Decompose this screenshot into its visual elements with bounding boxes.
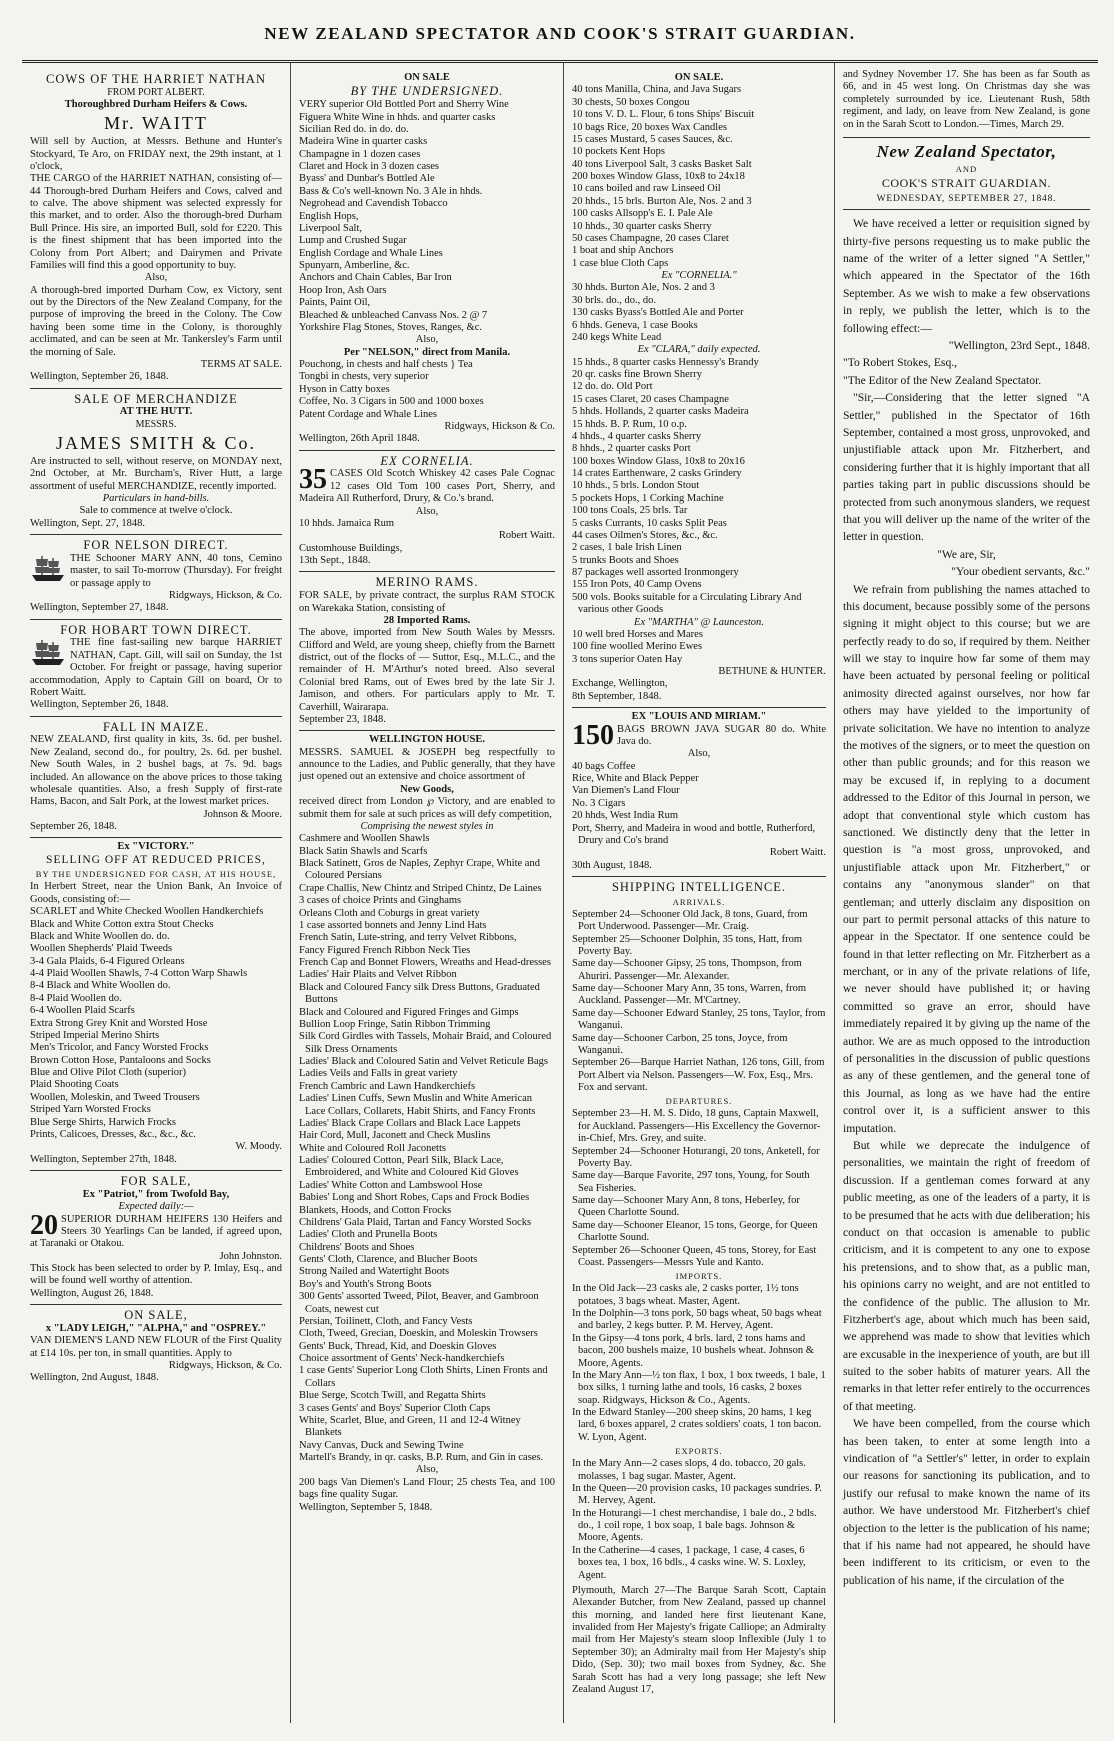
imports-heading: IMPORTS. xyxy=(675,1271,723,1282)
section-title: SHIPPING INTELLIGENCE. xyxy=(611,880,787,894)
ad-title: Ex "VICTORY." xyxy=(117,841,195,853)
list-item: September 26—Barque Harriet Nathan, 126 tons, Gill, from Port Albert via Nelson. Passengers—W. Fox, Esq., Mrs. Fox and servant. xyxy=(571,1057,825,1094)
letter-place: "Wellington, 23rd Sept., 1848. xyxy=(948,339,1090,353)
list-item: Byass' and Dunbar's Bottled Ale xyxy=(299,173,435,185)
ad-body: MESSRS. SAMUEL & JOSEPH beg respectfully to announce to the Ladies, and Public generally, that they have just opened out an extensive and choice assortment of xyxy=(299,746,555,783)
list-item: Crape Challis, New Chintz and Striped Chintz, De Laines xyxy=(299,882,542,894)
editorial-paragraph: We refrain from publishing the names attached to this document, because possibly some of the persons signing it might object to this course; but we are perfectly ready to do so, if required by them. Neither will we stay to inquire how far some of them may have been actuated by personal feeling or political animosity directed against ourselves, nor how far others may have yielded to the importunity of private solicitation. We have no intention to analyze the motives of the signers, or to meet the question on other than public grounds; and for this reason we may be excused if, in replying to a document addressed to the Editor of this Journal in person, we adopt that conventional style which custom has sanctioned. We distinctly deny that the letter in question is "a most gross, unprovoked, and unjustifiable attack upon Mr. Fitzherbert," or contains any "anonymous slander" on that gentleman; and utterly disclaim any disposition on our part to permit personal attacks of this nature to appear in the Spectator. If one sentence could be found in that letter reflecting on Mr. Fitzherbert as a merchant, or in any of the private relations of life, we never should have published it; or having committed so grave an error, should have immediately repaired it by giving up the name of the author. We are as much opposed to the introduction of personalities in the discussion of public questions as any of these gentlemen, and the general tone of this Journal, as long as we have had the entire control over it, is a sufficient answer to this imputation. xyxy=(842,582,1090,1135)
ad-date: Wellington, September 26, 1848. xyxy=(30,371,169,383)
dateline: WEDNESDAY, SEPTEMBER 27, 1848. xyxy=(876,194,1057,205)
letter-body: "Sir,—Considering that the letter signed "A Settler," published in the Spectator of 16th September, contained a most gross, unprovoked, and unjustifiable attack upon Mr. Fitzherbert, and considering further that it is highly important that all parties taking part in public discussions should be protected from such anonymous slanders, we request that you will deliver up the name of the writer of the letter in question. xyxy=(842,391,1090,544)
letter-editor: "The Editor of the New Zealand Spectator. xyxy=(842,373,1042,387)
list-item: English Cordage and Whale Lines xyxy=(299,247,443,259)
list-item: 14 crates Earthenware, 2 casks Grindery xyxy=(571,468,742,479)
list-item: In the Gipsy—4 tons pork, 4 brls. lard, 2 tons hams and bacon, 200 bushels maize, 10 bushels wheat. Johnson & Moore, Agents. xyxy=(571,1332,814,1369)
ad-by: BY THE UNDERSIGNED FOR CASH, AT HIS HOUSE, xyxy=(35,869,277,880)
list-item: Same day—Schooner Mary Ann, 8 tons, Heberley, for Queen Charlotte Sound. xyxy=(571,1195,800,1219)
ad-title: FOR HOBART TOWN DIRECT. xyxy=(60,622,252,637)
ad-count: 28 Imported Rams. xyxy=(383,614,471,626)
divider xyxy=(843,209,1090,210)
list-item: 3 cases Gents' and Boys' Superior Cloth Caps xyxy=(299,1402,491,1414)
list-item: 50 cases Champagne, 20 cases Claret xyxy=(571,232,729,244)
list-item: Port, Sherry, and Madeira in wood and bottle, Rutherford, Drury and Co's brand xyxy=(571,822,816,846)
ad-number: 20 xyxy=(30,1209,58,1241)
list-item: Hoop Iron, Ash Oars xyxy=(299,284,387,296)
list-item: In the Old Jack—23 casks ale, 2 casks porter, 1½ tons potatoes, 3 bags wheat. Master, Agent. xyxy=(571,1283,799,1307)
list-item: 10 well bred Horses and Mares xyxy=(571,628,703,640)
list-item: Figuera White Wine in hhds. and quarter casks xyxy=(299,111,496,123)
list-item: Gents' Buck, Thread, Kid, and Doeskin Gloves xyxy=(299,1340,497,1352)
ad-title: ON SALE. xyxy=(674,72,724,83)
list-item: Extra Strong Grey Knit and Worsted Hose xyxy=(30,1017,208,1029)
list-item: 10 bags Rice, 20 boxes Wax Candles xyxy=(571,121,727,133)
exports-heading: EXPORTS. xyxy=(675,1446,723,1457)
ad-title: ON SALE, xyxy=(124,1308,188,1323)
ad-signed: W. Moody. xyxy=(235,1141,282,1153)
ad-hobart xyxy=(30,620,282,717)
list-item: Tongbi in chests, very superior xyxy=(299,371,429,383)
ad-from: FROM PORT ALBERT. xyxy=(107,86,205,98)
ad-body: THE Schooner MARY ANN, 40 tons, Cemino master, to sail To-morrow (Thursday). For freight or passage apply to xyxy=(70,552,282,589)
editorial-paragraph: We have been compelled, from the course which has been taken, to enter at some length into a vindication of "a Settler's" letter, in order to explain our reasons for sanctioning its publication, and to justify our refusal to make known the name of its author. We have understood Mr. Fitzherbert's chief objection to the letter is the publication of his name; that if his name had not appeared, he should have been indifferent to its criticism, or even to the publication of his name, if the circulation of the xyxy=(842,1417,1090,1587)
list-item: 10 hhds., 30 quarter casks Sherry xyxy=(571,220,712,232)
list-item: Blue and Olive Pilot Cloth (superior) xyxy=(30,1067,187,1079)
list-item: Coffee, No. 3 Cigars in 500 and 1000 boxes xyxy=(299,396,484,408)
ad-cows xyxy=(30,69,282,389)
list-item: 40 tons Manilla, China, and Java Sugars xyxy=(571,84,742,96)
list-item: Black and Coloured Fancy silk Dress Buttons, Graduated Buttons xyxy=(299,981,540,1006)
ad-cornelia xyxy=(299,451,555,573)
ad-title: COWS OF THE HARRIET NATHAN xyxy=(46,72,266,86)
ad-place: Customhouse Buildings, xyxy=(299,542,403,554)
list-item: 40 bags Coffee xyxy=(571,760,636,772)
list-item: 100 tons Coals, 25 brls. Tar xyxy=(571,505,688,517)
ad-date: September 26, 1848. xyxy=(30,821,117,833)
ad-date: September 23, 1848. xyxy=(299,713,386,725)
list-item: French Cap and Bonnet Flowers, Wreaths and Head-dresses xyxy=(299,957,551,968)
list-item: Black and White Woollen do. do. xyxy=(30,930,170,942)
ad-subtitle: x "LADY LEIGH," "ALPHA," and "OSPREY." xyxy=(45,1322,267,1334)
list-item: Ladies' White Cotton and Lambswool Hose xyxy=(299,1179,483,1191)
ad-on-sale-undersigned xyxy=(299,69,555,451)
ad-also: Also, xyxy=(415,1464,439,1476)
ad-date: Wellington, September 26, 1848. xyxy=(30,699,169,711)
list-item: 20 qr. casks fine Brown Sherry xyxy=(571,369,703,380)
list-item: In the Mary Ann—2 cases slops, 4 do. tobacco, 20 gals. molasses, 1 bag sugar. Master, Agent. xyxy=(571,1458,806,1482)
list-item: Bass & Co's well-known No. 3 Ale in hhds. xyxy=(299,185,483,197)
list-item: Plaid Shooting Coats xyxy=(30,1079,119,1091)
list-item: French Satin, Lute-string, and terry Velvet Ribbons, xyxy=(299,932,517,944)
shipping-intelligence xyxy=(572,877,826,1700)
ad-nelson: Per "NELSON," direct from Manila. xyxy=(343,346,511,358)
list-item: Liverpool Salt, xyxy=(299,222,362,234)
ad-cornelia: Ex "CORNELIA." xyxy=(661,270,737,281)
list-item: Ladies' Black and Coloured Satin and Velvet Reticule Bags xyxy=(299,1056,548,1067)
ad-body-2: received direct from London ℘ Victory, and are enabled to submit them for sale at such prices as will defy competition, xyxy=(299,796,555,820)
list-item: Lump and Crushed Sugar xyxy=(299,235,407,247)
ad-signed: Robert Waitt. xyxy=(769,847,826,859)
list-item: 130 casks Byass's Bottled Ale and Porter xyxy=(571,307,744,319)
ad-date: 8th September, 1848. xyxy=(571,690,662,702)
list-item: Cloth, Tweed, Grecian, Doeskin, and Moleskin Trowsers xyxy=(299,1328,538,1340)
columns xyxy=(22,63,1098,1723)
list-item: Strong Nailed and Watertight Boots xyxy=(299,1266,450,1278)
ad-body: NEW ZEALAND, first quality in kits, 3s. 6d. per bushel. New Zealand, second do., for poultry, 2s. 6d. per bushel. New South Wales, in 2 bushel bags, at 7s. 9d. bags included. An allowance on the above prices to those taking wholesale quantities. Also, a fresh Supply of first-rate Hams, Bacon, and Salt Pork, at the lowest market prices. xyxy=(30,734,282,808)
firm-name: JAMES SMITH & Co. xyxy=(55,432,257,453)
list-item: Brown Cotton Hose, Pantaloons and Socks xyxy=(30,1054,211,1066)
ad-victory xyxy=(30,838,282,1171)
list-item: 6 hhds. Geneva, 1 case Books xyxy=(571,319,698,331)
list-item: Men's Tricolor, and Fancy Worsted Frocks xyxy=(30,1042,209,1054)
editorial-paragraph: But while we deprecate the indulgence of personalities, we maintain the right of freedom of discussion. If a gentleman comes forward at any public meeting, as one of the leaders of a party, it is to be presumed that he acts with due deliberation; his conduct on that occasion is amenable to public criticism, and it is competent to any one to expose his pretensions, and to show that, as a public man, his opinions carry no weight, and are not entitled to the confidence of the public. The allusion to Mr. Fitzherbert's age, about which much has been said, we apprehend was made to show that levities which are excusable in the inexperience of youth, are but ill suited to the sober habits of maturer years. All the remarks in that letter refer entirely to the occurrences of that meeting. xyxy=(842,1139,1090,1413)
editorial-title: New Zealand Spectator, xyxy=(876,141,1057,161)
list-item: 30 brls. do., do., do. xyxy=(571,294,656,306)
ad-subtitle: SELLING OFF AT REDUCED PRICES, xyxy=(46,853,266,866)
list-item: 20 hhds, West India Rum xyxy=(571,810,678,822)
plymouth-report: Plymouth, March 27—The Barque Sarah Scott, Captain Alexander Butcher, from New Zealand, passed up channel this morning, and landed here first lieutenant Kane, invalided from Her Majesty's frigate Calliope; an Admiralty mail from Her Majesty's steam sloop Inflexible (July 1 to September 30); an Admiralty mail from Her Majesty's ship Dido, (Sep. 30); two mail boxes from Sydney, &c. She Sarah Scott has had a very long passage; she left New Zealand August 17, xyxy=(571,1584,826,1695)
list-item: 3 cases of choice Prints and Ginghams xyxy=(299,895,462,907)
list-item: Navy Canvas, Duck and Sewing Twine xyxy=(299,1439,464,1451)
ad-also: Also, xyxy=(144,272,168,284)
ad-title: MERINO RAMS. xyxy=(375,575,479,590)
list-item: Ladies' Hair Plaits and Velvet Ribbon xyxy=(299,969,457,981)
list-item: 8-4 Black and White Woollen do. xyxy=(30,980,171,992)
letter-close: "We are, Sir, xyxy=(937,547,996,561)
ad-body: Are instructed to sell, without reserve, on MONDAY next, 2nd October, at Mr. Burcham's, River Hutt, a large assortment of useful MERCHANDIZE, recently imported. xyxy=(30,455,282,492)
ad-rum: 10 hhds. Jamaica Rum xyxy=(299,517,395,529)
list-item: Ladies Veils and Falls in great variety xyxy=(299,1068,458,1080)
list-item: English Hops, xyxy=(299,210,359,222)
list-item: 200 boxes Window Glass, 10x8 to 24x18 xyxy=(571,171,745,182)
list-item: Boy's and Youth's Strong Boots xyxy=(299,1278,432,1290)
editorial-and: AND xyxy=(955,163,978,174)
ad-wellington-house xyxy=(299,731,555,1518)
ad-title: EX CORNELIA. xyxy=(380,453,474,468)
list-item: Same day—Schooner Eleanor, 15 tons, George, for Queen Charlotte Sound. xyxy=(571,1219,818,1244)
list-item: 12 do. do. Old Port xyxy=(571,381,653,393)
list-item: 155 Iron Pots, 40 Camp Ovens xyxy=(571,579,702,591)
ship-icon xyxy=(30,637,66,667)
list-item: SCARLET and White Checked Woollen Handkerchiefs xyxy=(30,906,264,918)
ad-martha: Ex "MARTHA" @ Launceston. xyxy=(634,616,764,628)
list-item: Claret and Hock in 3 dozen cases xyxy=(299,161,439,172)
ad-title: FOR SALE, xyxy=(120,1174,192,1189)
list-item: 4-4 Plaid Woollen Shawls, 7-4 Cotton Warp Shawls xyxy=(30,968,248,980)
ad-title: WELLINGTON HOUSE. xyxy=(369,734,485,746)
ad-number: 150 xyxy=(571,719,614,751)
ad-patriot xyxy=(30,1171,282,1305)
list-item: Rice, White and Black Pepper xyxy=(571,773,699,784)
column-4 xyxy=(835,63,1098,1723)
list-item: In the Queen—20 provision casks, 10 packages sundries. P. M. Hervey, Agent. xyxy=(571,1482,822,1507)
column-1 xyxy=(22,63,291,1723)
ad-body-2: A thorough-bred imported Durham Cow, ex Victory, sent out by the Directors of the New Zealand Company, for the purpose of improving the breed in the Colony. The Cow having been some time in the Colony, is thoroughly acclimated, and can be seen at Mr. Tankersley's Farm until the morning of Sale. xyxy=(30,284,282,358)
list-item: Anchors and Chain Cables, Bar Iron xyxy=(299,272,452,284)
list-item: 44 cases Oilmen's Stores, &c., &c. xyxy=(571,529,718,541)
ad-also: Also, xyxy=(687,748,711,760)
list-item: Black Satinett, Gros de Naples, Zephyr Crape, White and Coloured Persians xyxy=(299,858,540,882)
list-item: 87 packages well assorted Ironmongery xyxy=(571,567,739,578)
list-item: 100 casks Allsopp's E. I. Pale Ale xyxy=(571,208,713,220)
arrivals-heading: ARRIVALS. xyxy=(672,896,726,907)
list-item: 15 cases Mustard, 5 cases Sauces, &c. xyxy=(571,133,733,145)
list-item: 30 chests, 50 boxes Congou xyxy=(571,96,690,108)
letter-sign: "Your obedient servants, &c." xyxy=(951,565,1090,579)
ad-body: BAGS BROWN JAVA SUGAR 80 do. White Java do. xyxy=(616,723,826,747)
list-item: Negrohead and Cavendish Tobacco xyxy=(299,198,448,210)
ad-signed: Robert Waitt. xyxy=(498,530,555,542)
list-item: 1 case assorted bonnets and Jenny Lind Hats xyxy=(299,919,487,931)
list-item: French Cambric and Lawn Handkerchiefs xyxy=(299,1080,476,1092)
ad-title: FALL IN MAIZE. xyxy=(103,719,209,734)
list-item: 10 hhds., 5 brls. London Stout xyxy=(571,480,700,492)
ad-styles: Comprising the newest styles in xyxy=(360,820,494,832)
list-item: Paints, Paint Oil, xyxy=(299,297,371,309)
ad-also: Also, xyxy=(415,505,439,517)
list-item: 10 pockets Kent Hops xyxy=(571,146,666,158)
list-item: 10 tons V. D. L. Flour, 6 tons Ships' Biscuit xyxy=(571,109,755,121)
list-item: Yorkshire Flag Stones, Stoves, Ranges, &c. xyxy=(299,321,482,333)
list-item: Hair Cord, Mull, Jaconett and Check Muslins xyxy=(299,1130,491,1142)
column-2 xyxy=(291,63,564,1723)
list-item: Black Satin Shawls and Scarfs xyxy=(299,845,428,857)
list-item: Sicilian Red do. in do. do. xyxy=(299,123,409,135)
list-item: 15 hhds. B. P. Rum, 10 o.p. xyxy=(571,418,687,430)
list-item: 6-4 Woollen Plaid Scarfs xyxy=(30,1005,135,1017)
list-item: Silk Cord Girdles with Tassels, Mohair Braid, and Coloured Silk Dress Ornaments xyxy=(299,1031,552,1055)
list-item: 5 hhds. Hollands, 2 quarter casks Madeira xyxy=(571,406,749,418)
list-item: 10 cans boiled and raw Linseed Oil xyxy=(571,183,721,195)
ad-flour: 200 bags Van Diemen's Land Flour; 25 chests Tea, and 100 bags fine quality Sugar. xyxy=(299,1476,555,1501)
list-item: Woollen, Moleskin, and Tweed Trousers xyxy=(30,1091,200,1103)
list-item: Martell's Brandy, in qr. casks, B.P. Rum, and Gin in cases. xyxy=(299,1452,544,1463)
column-3 xyxy=(564,63,835,1723)
ad-body: VAN DIEMEN'S LAND NEW FLOUR of the First Quality at £14 10s. per ton, in small quantities. Apply to xyxy=(30,1335,282,1359)
ad-expected: Expected daily:— xyxy=(118,1201,194,1213)
ad-title: FOR NELSON DIRECT. xyxy=(83,538,229,553)
ad-date: 30th August, 1848. xyxy=(571,859,652,871)
ad-date: Wellington, September 27th, 1848. xyxy=(30,1153,177,1165)
list-item: September 26—Schooner Queen, 45 tons, Storey, for East Coast. Passengers—Messrs Yule and Kanto. xyxy=(571,1244,817,1268)
list-item: 300 Gents' assorted Tweed, Pilot, Beaver, and Gambroon Coats, newest cut xyxy=(299,1291,539,1315)
list-item: Striped Imperial Merino Shirts xyxy=(30,1029,160,1041)
list-item: 3-4 Gala Plaids, 6-4 Figured Orleans xyxy=(30,955,185,967)
ad-date: Wellington, August 26, 1848. xyxy=(30,1287,154,1299)
list-item: 8-4 Plaid Woollen do. xyxy=(30,992,122,1004)
list-item: 100 fine woolled Merino Ewes xyxy=(571,641,703,653)
letter-to: "To Robert Stokes, Esq., xyxy=(842,356,958,370)
list-item: September 24—Schooner Hoturangi, 20 tons, Anketell, for Poverty Bay. xyxy=(571,1145,820,1169)
ad-intro: Will sell by Auction, at Messrs. Bethune and Hunter's Stockyard, Te Aro, on FRIDAY next, the 29th instant, at 1 o'clock, xyxy=(30,136,282,172)
list-item: Prints, Calicoes, Dresses, &c., &c., &c. xyxy=(30,1128,196,1140)
list-item: Choice assortment of Gents' Neck-handkerchiefs xyxy=(299,1353,505,1364)
ad-subtitle: Thoroughbred Durham Heifers & Cows. xyxy=(64,98,248,110)
list-item: 1 boat and ship Anchors xyxy=(571,245,674,257)
list-item: Same day—Barque Favorite, 297 tons, Young, for South Sea Fisheries. xyxy=(571,1170,810,1194)
list-item: Childrens' Gala Plaid, Tartan and Fancy Worsted Socks xyxy=(299,1216,532,1228)
ad-particulars: Particulars in hand-bills. xyxy=(102,492,210,504)
ad-subtitle: Ex "Patriot," from Twofold Bay, xyxy=(82,1188,230,1200)
list-item: Same day—Schooner Edward Stanley, 25 tons, Taylor, from Wanganui. xyxy=(571,1007,826,1032)
list-item: Orleans Cloth and Coburgs in great variety xyxy=(299,907,480,919)
ad-clara: Ex "CLARA," daily expected. xyxy=(637,344,761,356)
list-item: Ladies' Black Crape Collars and Black Lace Lappets xyxy=(299,1117,521,1129)
ad-maize xyxy=(30,717,282,839)
masthead: NEW ZEALAND SPECTATOR AND COOK'S STRAIT GUARDIAN. xyxy=(264,24,856,43)
ad-merino xyxy=(299,572,555,731)
list-item: 100 boxes Window Glass, 10x8 to 20x16 xyxy=(571,455,745,467)
list-item: No. 3 Cigars xyxy=(571,797,626,809)
ad-intro: In Herbert Street, near the Union Bank, An Invoice of Goods, consisting of:— xyxy=(30,881,282,905)
list-item: 240 kegs White Lead xyxy=(571,331,662,343)
list-item: Van Diemen's Land Flour xyxy=(571,785,680,797)
list-item: Champagne in 1 dozen cases xyxy=(299,148,421,160)
list-item: 20 hhds., 15 brls. Burton Ale, Nos. 2 and 3 xyxy=(571,195,752,207)
list-item: September 24—Schooner Old Jack, 8 tons, Guard, from Port Underwood. Passenger—Mr. Craig. xyxy=(571,908,808,933)
list-item: Hyson in Catty boxes xyxy=(299,383,390,395)
list-item: Persian, Toilinett, Cloth, and Fancy Vests xyxy=(299,1315,473,1327)
ad-time: Sale to commence at twelve o'clock. xyxy=(79,505,233,517)
list-item: 5 casks Currants, 10 casks Split Peas xyxy=(571,517,727,529)
ad-bethune-hunter xyxy=(572,69,826,708)
list-item: VERY superior Old Bottled Port and Sherry Wine xyxy=(299,99,509,111)
ad-louis-miriam xyxy=(572,708,826,877)
list-item: 3 tons superior Oaten Hay xyxy=(571,653,683,665)
list-item: Gents' Cloth, Clarence, and Blucher Boots xyxy=(299,1254,478,1265)
ad-body: THE fine fast-sailing new barque HARRIET NATHAN, Capt. Gill, will sail on Sunday, the 1st October. For freight or passage, having superior accommodation, Apply to Captain Gill on board, Or to Robert Waitt. xyxy=(30,637,282,698)
ad-subtitle: AT THE HUTT. xyxy=(119,406,193,418)
list-item: Black and White Cotton extra Stout Checks xyxy=(30,918,214,930)
list-item: 2 cases, 1 bale Irish Linen xyxy=(571,542,682,554)
list-item: Ladies' Coloured Cotton, Pearl Silk, Black Lace, Embroidered, and White and Coloured Kid Gloves xyxy=(299,1155,519,1179)
ad-hutt xyxy=(30,389,282,535)
list-item: Bullion Loop Fringe, Satin Ribbon Trimming xyxy=(299,1018,491,1030)
ad-nelson xyxy=(30,535,282,620)
ad-agent: Ridgways, Hickson, & Co. xyxy=(168,1360,282,1372)
list-item: Same day—Schooner Mary Ann, 35 tons, Warren, from Auckland. Passenger—Mr. M'Cartney. xyxy=(571,983,806,1007)
list-item: Ladies' Cloth and Prunella Boots xyxy=(299,1229,438,1241)
list-item: Spunyarn, Amberline, &c. xyxy=(299,260,410,271)
ad-date: Wellington, Sept. 27, 1848. xyxy=(30,517,145,529)
ad-agent: Ridgways, Hickson, & Co. xyxy=(168,589,282,601)
ad-signed: Johnson & Moore. xyxy=(203,808,282,820)
ad-signed: BETHUNE & HUNTER. xyxy=(718,666,826,677)
ad-date: Wellington, September 27, 1848. xyxy=(30,602,169,614)
list-item: White and Coloured Roll Jaconetts xyxy=(299,1142,446,1154)
list-item: September 25—Schooner Dolphin, 35 tons, Hatt, from Poverty Bay. xyxy=(571,933,803,957)
ad-flour xyxy=(30,1305,282,1389)
list-item: In the Mary Ann—½ ton flax, 1 box, 1 box tweeds, 1 bale, 1 box silks, 1 turning lathe and tools, 16 casks, 2 boxes soap. Ridgways, Hickson & Co., Agents. xyxy=(571,1369,826,1406)
list-item: Ladies' Linen Cuffs, Sewn Muslin and White American Lace Collars, Collarets, Habit Shirts, and Fancy Fronts xyxy=(299,1093,536,1117)
list-item: Madeira Wine in quarter casks xyxy=(299,136,428,148)
ad-messrs: MESSRS. xyxy=(135,418,177,430)
ad-date: 13th Sept., 1848. xyxy=(299,555,371,566)
editorial-subtitle: COOK'S STRAIT GUARDIAN. xyxy=(881,175,1052,190)
list-item: 4 hhds., 4 quarter casks Sherry xyxy=(571,430,702,442)
list-item: September 23—H. M. S. Dido, 18 guns, Captain Maxwell, for Auckland. Passengers—His Excellency the Governor-in-Chief, Mrs. Grey, and suite. xyxy=(571,1108,821,1145)
continuation-text: and Sydney November 17. She has been as far South as 66, and in 45 west long. On Christmas day she was completely surrounded by ice. Lieutenant Rush, 58th regiment, and lady, on leave from New Zealand, is gone on in the Sarah Scott to London.—Times, March 29. xyxy=(842,69,1090,130)
ad-signed: John Johnston. xyxy=(219,1250,282,1262)
list-item: 5 pockets Hops, 1 Corking Machine xyxy=(571,492,724,504)
ad-body: CASES Old Scotch Whiskey 42 cases Pale Cognac 12 cases Old Tom 100 cases Port, Sherry, and Madeira All Rutherford, Drury, & Co.'s brand. xyxy=(299,468,555,505)
list-item: Woollen Shepherds' Plaid Tweeds xyxy=(30,943,173,955)
ad-signed: Ridgways, Hickson & Co. xyxy=(444,420,555,432)
auctioneer-name: Mr. WAITT xyxy=(104,112,208,133)
list-item: In the Dolphin—3 tons pork, 50 bags wheat, 50 bags wheat and barley, 2 kegs butter. P. M. Hervey, Agent. xyxy=(571,1308,822,1332)
ad-title: EX "LOUIS AND MIRIAM." xyxy=(631,711,767,723)
list-item: Same day—Schooner Gipsy, 25 tons, Thompson, from Ahuriri. Passenger—Mr. Alexander. xyxy=(571,958,802,982)
list-item: Blankets, Hoods, and Cotton Frocks xyxy=(299,1204,452,1216)
ad-body: SUPERIOR DURHAM HEIFERS 130 Heifers and Steers 30 Yearlings Can be landed, if agreed upon, at Taranaki or Otakou. xyxy=(30,1213,282,1250)
list-item: 500 vols. Books suitable for a Circulating Library And various other Goods xyxy=(571,591,802,616)
ad-date: Wellington, 2nd August, 1848. xyxy=(30,1372,159,1384)
list-item: 5 trunks Boots and Shoes xyxy=(571,554,679,566)
ad-date: Wellington, 26th April 1848. xyxy=(299,433,420,445)
ad-place: Exchange, Wellington, xyxy=(571,678,668,690)
list-item: In the Hoturangi—1 chest merchandise, 1 bale do., 2 bdls. do., 1 coil rope, 1 box soap, 1 bale bags. Johnson & Moore, Agents. xyxy=(571,1507,817,1544)
ad-number: 35 xyxy=(299,464,327,496)
list-item: 30 hhds. Burton Ale, Nos. 2 and 3 xyxy=(571,282,715,294)
ad-body-2: This Stock has been selected to order by P. Imlay, Esq., and will be found well worthy of attention. xyxy=(30,1263,282,1287)
ad-goods: New Goods, xyxy=(400,783,454,795)
list-item: 8 hhds., 2 quarter casks Port xyxy=(571,443,691,455)
list-item: 15 hhds., 8 quarter casks Hennessy's Brandy xyxy=(571,356,759,368)
list-item: 1 case blue Cloth Caps xyxy=(571,257,669,269)
list-item: 40 tons Liverpool Salt, 3 casks Basket Salt xyxy=(571,158,752,170)
list-item: 15 cases Claret, 20 cases Champagne xyxy=(571,393,729,405)
list-item: Childrens' Boots and Shoes xyxy=(299,1241,415,1253)
ad-title: ON SALE xyxy=(404,72,450,83)
list-item: White, Scarlet, Blue, and Green, 11 and 12-4 Witney Blankets xyxy=(299,1414,521,1439)
ad-body-2: The above, imported from New South Wales by Messrs. Clifford and Weld, are young sheep, chiefly from the Barnett district, out of the flocks of — Suttor, Esq., M.L.C., and the remainder of H. M'Arthur's noted breed. Also several Colonial bred Rams, out of Ewes bred by the late Sir J. Jamison, and others. For particulars apply to Mr. T. Caverhill, Wairarapa. xyxy=(299,627,555,713)
ad-body: THE CARGO of the HARRIET NATHAN, consisting of— 44 Thorough-bred Durham Heifers and Cows, calved and to calve. The above shipment was selected expressly for this market, and to order. Also the thorough-bred Durham Bull Prince. His sire, an imported Bull, sold for £220. This is the finest shipment that has been imported into the Colony from Port Albert; and Dairymen and Private Families will find this a good opportunity to buy. xyxy=(30,173,282,271)
ad-body: FOR SALE, by private contract, the surplus RAM STOCK on Warekaka Station, consisting of xyxy=(299,590,555,614)
list-item: Pouchong, in chests and half chests } Tea xyxy=(299,359,473,370)
list-item: Cashmere and Woollen Shawls xyxy=(299,833,430,845)
list-item: Fancy Figured French Ribbon Neck Ties xyxy=(299,944,471,956)
editorial-paragraph: We have received a letter or requisition signed by thirty-five persons requesting us to make public the name of the writer of a letter signed "A Settler," which appeared in the Spectator of the 16th September. As we wish to make a few observations in reply, we publish the letter, which is to the following effect:— xyxy=(842,217,1090,335)
ad-terms: TERMS AT SALE. xyxy=(200,358,282,370)
list-item: In the Edward Stanley—200 sheep skins, 20 hams, 1 keg lard, 6 boxes apparel, 2 crates soldiers' coats, 1 ton bacon. W. Lyon, Agent. xyxy=(571,1407,822,1443)
list-item: Black and Coloured and Figured Fringes and Gimps xyxy=(299,1006,519,1018)
ad-date: Wellington, September 5, 1848. xyxy=(299,1501,433,1513)
ad-subtitle: BY THE UNDERSIGNED. xyxy=(350,84,504,99)
ad-title: SALE OF MERCHANDIZE xyxy=(74,391,238,406)
list-item: Babies' Long and Short Robes, Caps and Frock Bodies xyxy=(299,1192,530,1204)
list-item: Blue Serge, Scotch Twill, and Regatta Shirts xyxy=(299,1390,486,1402)
ship-icon xyxy=(30,553,66,583)
list-item: Striped Yarn Worsted Frocks xyxy=(30,1104,151,1116)
list-item: In the Catherine—4 cases, 1 package, 1 case, 4 cases, 6 boxes tea, 1 box, 16 bdls., 4 casks wine. W. S. Loxley, Agent. xyxy=(571,1544,806,1581)
departures-heading: DEPARTURES. xyxy=(665,1096,733,1107)
list-item: Patent Cordage and Whale Lines xyxy=(299,408,438,420)
list-item: Blue Serge Shirts, Harwich Frocks xyxy=(30,1116,176,1128)
ad-also: Also, xyxy=(415,334,439,346)
list-item: 1 case Gents' Superior Long Cloth Shirts, Linen Fronts and Collars xyxy=(299,1365,548,1389)
divider xyxy=(843,137,1090,138)
list-item: Same day—Schooner Carbon, 25 tons, Joyce, from Wanganui. xyxy=(571,1032,788,1056)
list-item: Bleached & unbleached Canvass Nos. 2 @ 7 xyxy=(299,309,488,321)
